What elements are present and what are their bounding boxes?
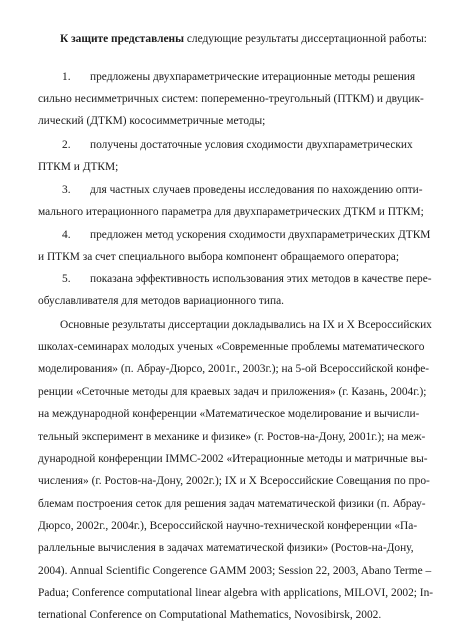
para2-line-11: раллельные вычисления в задачах математической физики» (Ростов-на-Дону, [38, 542, 414, 554]
item-5-line-2: обуславливателя для методов вариационного типа. [38, 295, 284, 307]
item-3-number: 3. [62, 184, 71, 196]
item-2-line-2: ПТКМ и ДТКМ; [38, 161, 119, 173]
intro-line [60, 32, 427, 46]
para2-line-2: школах-семинарах молодых ученых «Современные проблемы математического [38, 341, 425, 353]
item-1-line-3: лический (ДТКМ) кососимметричные методы; [38, 115, 266, 127]
para2-line-5: на международной конференции «Математическое моделирование и вычисли- [38, 408, 420, 420]
para2-line-3: моделирования» (п. Абрау-Дюрсо, 2001г., 2003г.); на 5-ой Всероссийской конфе- [38, 363, 430, 375]
item-3-line-2: мального итерационного параметра для двухпараметрических ДТКМ и ПТКМ; [38, 206, 424, 218]
item-5-number: 5. [62, 273, 71, 285]
para2-line-6: тельный эксперимент в механике и физике» (г. Ростов-на-Дону, 2001г.); на меж- [38, 431, 426, 443]
intro-rest: следующие результаты диссертационной работы: [184, 33, 427, 45]
item-4-line-1: предложен метод ускорения сходимости двухпараметрических ДТКМ [90, 229, 431, 241]
para2-line-4: ренции «Сеточные методы для краевых задач и приложения» (г. Казань, 2004г.); [38, 386, 427, 398]
para2-line-1: Основные результаты диссертации докладывались на IX и X Всероссийских [60, 319, 432, 331]
item-1-line-2: сильно несимметричных систем: попеременно-треугольный (ПТКМ) и двуцик- [38, 93, 424, 105]
para2-line-9: блемам построения сеток для решения задач математической физики (п. Абрау- [38, 498, 426, 510]
item-2-number: 2. [62, 139, 71, 151]
item-4-line-2: и ПТКМ за счет специального выбора компонент обращаемого оператора; [38, 251, 400, 263]
para2-line-12: 2004). Annual Scientific Congerence GAMM 2003; Session 22, 2003, Abano Terme – [38, 565, 432, 577]
para2-line-10: Дюрсо, 2002г., 2004г.), Всероссийской научно-технической конференции «Па- [38, 520, 418, 532]
item-3-line-1: для частных случаев проведены исследования по нахождению опти- [90, 184, 423, 196]
item-2-line-1: получены достаточные условия сходимости двухпараметрических [90, 139, 413, 151]
para2-line-13: Padua; Conference computational linear algebra with applications, MILOVI, 2002; In- [38, 587, 434, 599]
item-4-number: 4. [62, 229, 71, 241]
item-1-line-1: предложены двухпараметрические итерационные методы решения [90, 71, 416, 83]
intro-bold: К защите представлены [60, 33, 185, 45]
item-5-line-1: показана эффективность использования этих методов в качестве пере- [90, 273, 432, 285]
para2-line-14: ternational Conference on Computational Mathematics, Novosibirsk, 2002. [38, 609, 382, 621]
para2-line-8: числения» (г. Ростов-на-Дону, 2002г.); IX и X Всероссийские Совещания по про- [38, 475, 430, 487]
item-1-number: 1. [62, 71, 71, 83]
para2-line-7: дународной конференции IMMC-2002 «Итерационные методы и матричные вы- [38, 453, 428, 465]
